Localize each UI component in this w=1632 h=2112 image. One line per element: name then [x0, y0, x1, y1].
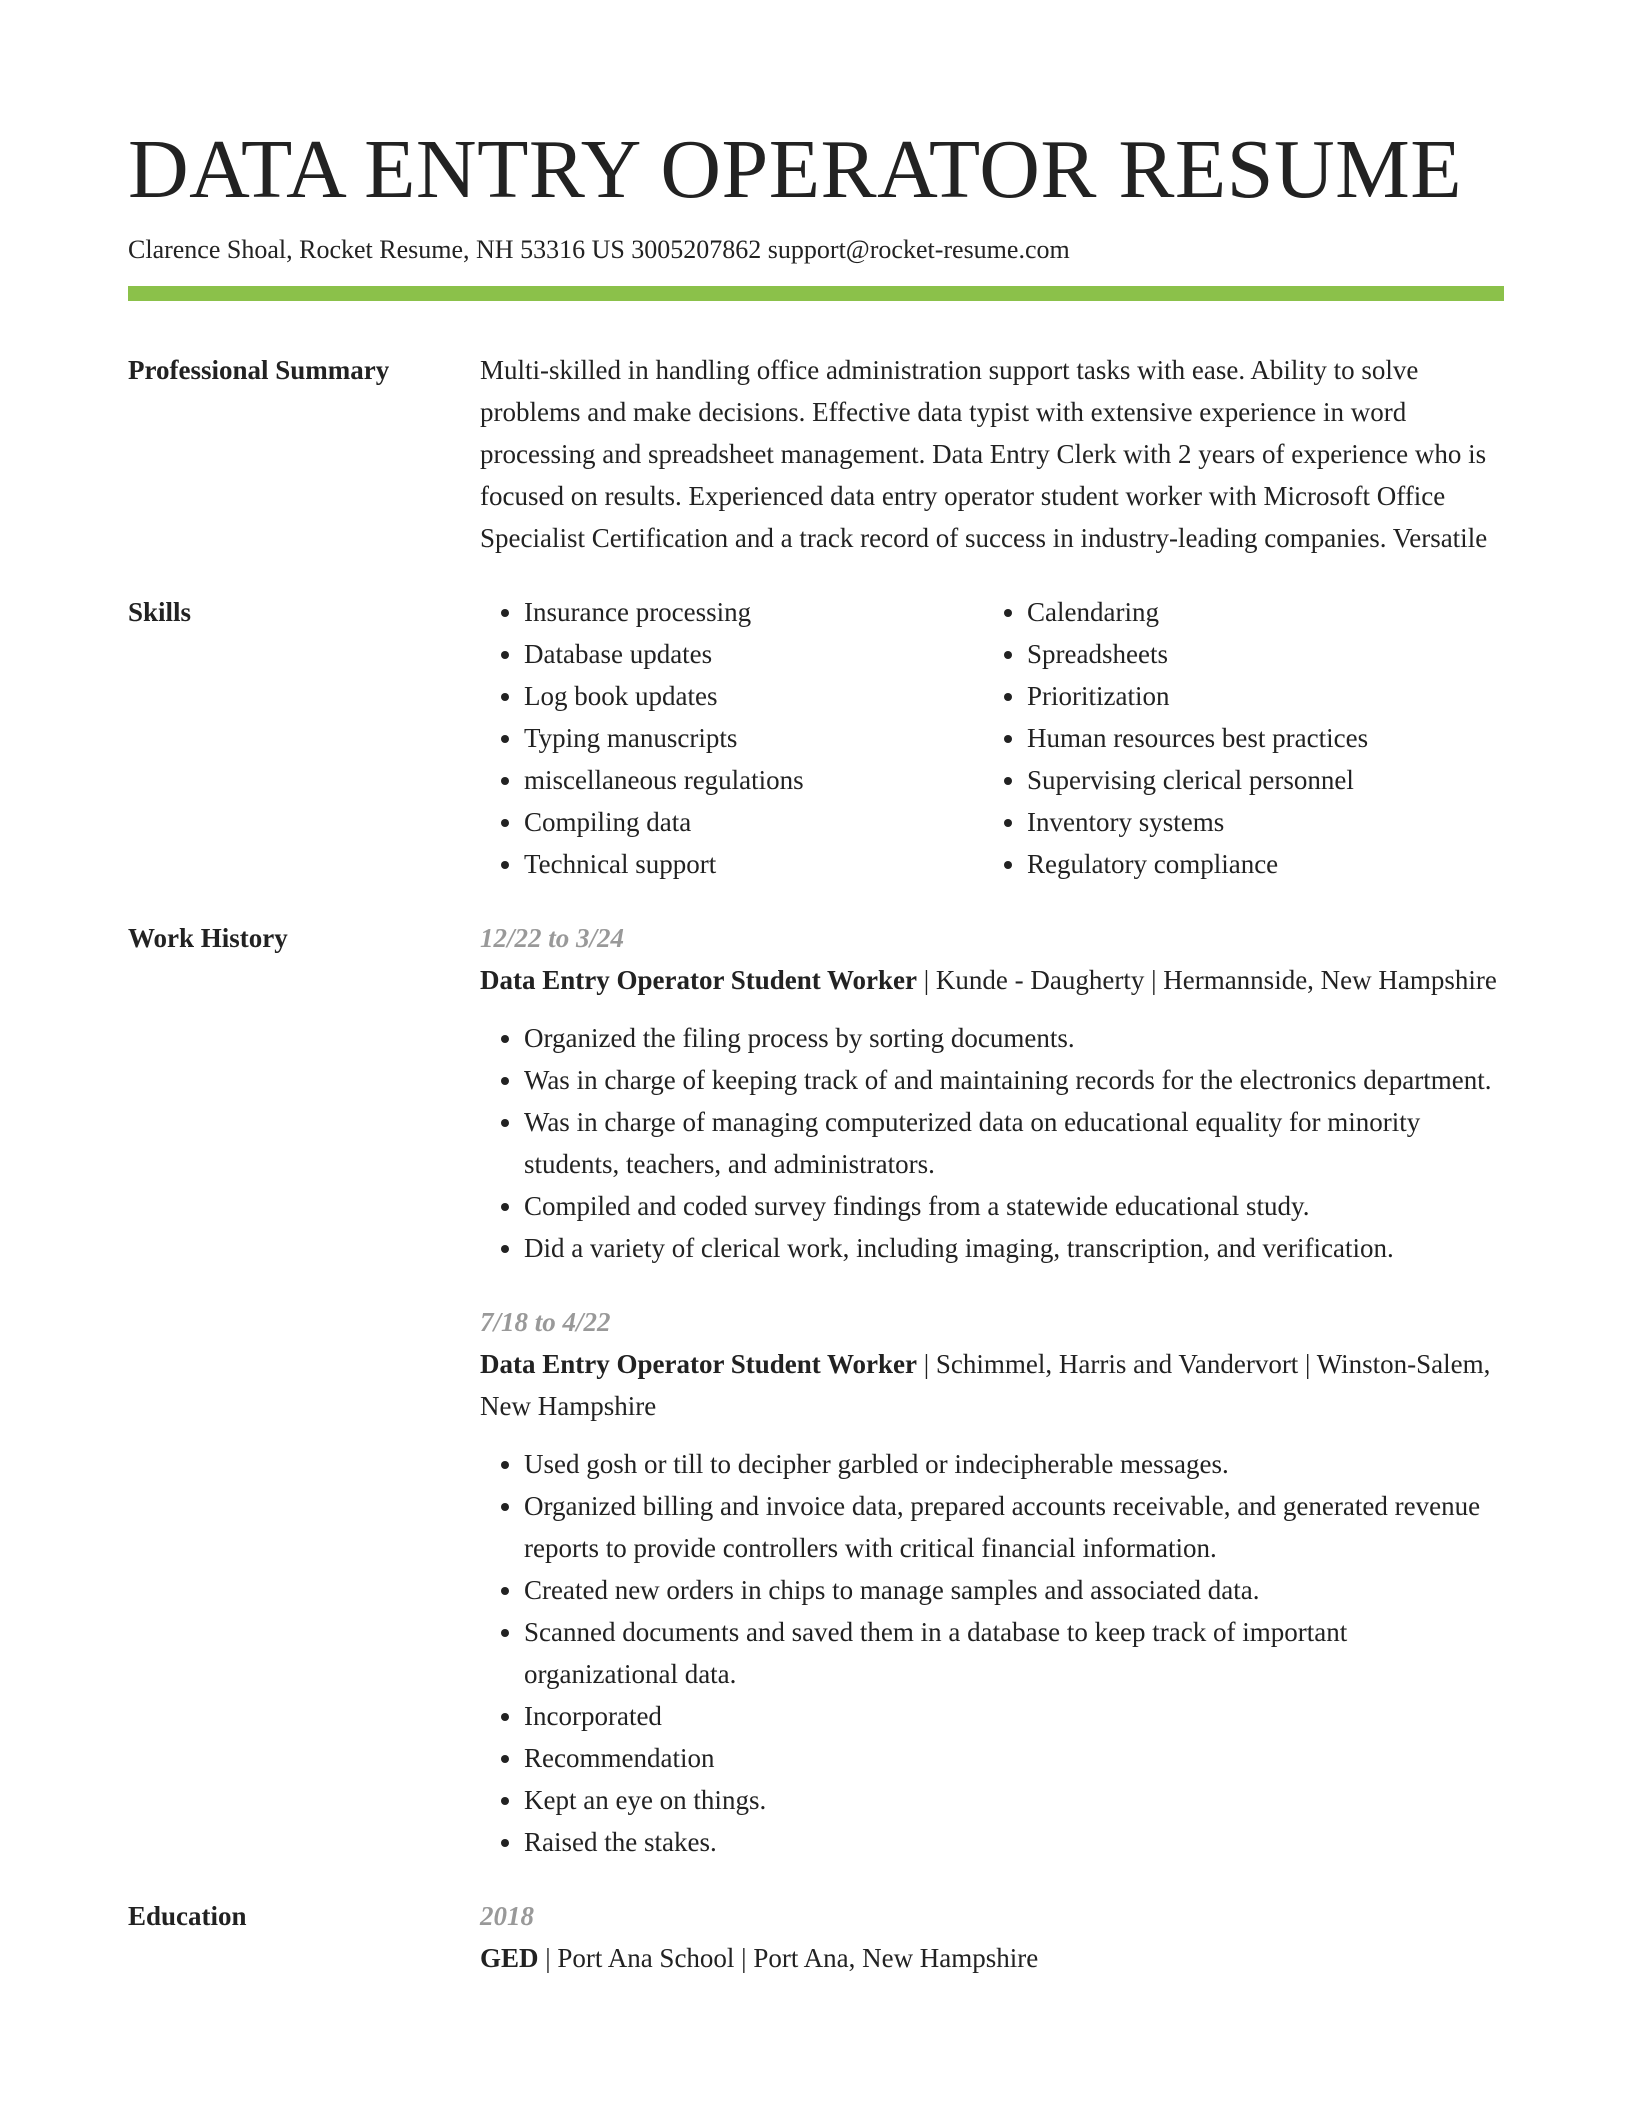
skill-item: • Inventory systems: [1027, 801, 1486, 843]
skill-item: • Compiling data: [524, 801, 983, 843]
skill-item: • Technical support: [524, 843, 983, 885]
summary-section: [128, 349, 1504, 559]
skill-item: • Log book updates: [524, 675, 983, 717]
job-details: | Kunde - Daugherty | Hermannside, New Hampshire: [916, 965, 1497, 995]
accent-rule: [128, 286, 1504, 301]
job-entry: [480, 1301, 1504, 1863]
job-bullet: • Used gosh or till to decipher garbled or indecipherable messages.: [524, 1443, 1504, 1485]
job-bullets: [480, 1017, 1504, 1269]
job-bullet: • Organized billing and invoice data, prepared accounts receivable, and generated revenue reports to provide controllers with critical financial information.: [524, 1485, 1504, 1569]
education-section: [128, 1895, 1504, 1979]
skill-item: • Spreadsheets: [1027, 633, 1486, 675]
section-label-work: Work History: [128, 923, 288, 953]
skill-item: • Typing manuscripts: [524, 717, 983, 759]
education-date: 2018: [480, 1901, 534, 1931]
job-heading: [480, 1343, 1504, 1427]
job-date: 12/22 to 3/24: [480, 923, 625, 953]
education-entry: [480, 1937, 1504, 1979]
section-label-education: Education: [128, 1901, 247, 1931]
resume-page: [128, 120, 1504, 1979]
skill-item: • Database updates: [524, 633, 983, 675]
resume-title: DATA ENTRY OPERATOR RESUME: [128, 123, 1463, 216]
job-bullet: • Raised the stakes.: [524, 1821, 1504, 1863]
skill-item: • Insurance processing: [524, 591, 983, 633]
skill-item: • Calendaring: [1027, 591, 1486, 633]
job-bullet: • Created new orders in chips to manage samples and associated data.: [524, 1569, 1504, 1611]
job-bullet: • Was in charge of keeping track of and maintaining records for the electronics department.: [524, 1059, 1504, 1101]
job-entry: [480, 917, 1504, 1269]
job-title: Data Entry Operator Student Worker: [480, 1349, 917, 1379]
job-date: 7/18 to 4/22: [480, 1307, 611, 1337]
job-bullet: • Organized the filing process by sorting documents.: [524, 1017, 1504, 1059]
job-bullet: • Compiled and coded survey findings from a statewide educational study.: [524, 1185, 1504, 1227]
skill-item: • Human resources best practices: [1027, 717, 1486, 759]
skills-grid: [480, 591, 1504, 885]
job-bullet: • Did a variety of clerical work, including imaging, transcription, and verification.: [524, 1227, 1504, 1269]
education-details: | Port Ana School | Port Ana, New Hampshire: [538, 1943, 1039, 1973]
skills-section: [128, 591, 1504, 885]
jobs-list: [480, 917, 1504, 1863]
skills-list-right: [983, 591, 1486, 885]
skill-item: • Regulatory compliance: [1027, 843, 1486, 885]
job-bullet: • Scanned documents and saved them in a database to keep track of important organizational data.: [524, 1611, 1504, 1695]
work-history-section: [128, 917, 1504, 1863]
skill-item: • miscellaneous regulations: [524, 759, 983, 801]
job-details: | Schimmel, Harris and Vandervort | Winston-Salem, New Hampshire: [480, 1349, 1491, 1421]
job-heading: [480, 959, 1504, 1001]
contact-line: Clarence Shoal, Rocket Resume, NH 53316 US 3005207862 support@rocket-resume.com: [128, 235, 1070, 264]
job-bullet: • Kept an eye on things.: [524, 1779, 1504, 1821]
job-title: Data Entry Operator Student Worker: [480, 965, 917, 995]
summary-text: Multi-skilled in handling office administration support tasks with ease. Ability to solve problems and make decisions. Effective data typist with extensive experience in word processing and spreadsheet management. Data Entry Clerk with 2 years of experience who is focused on results. Experienced data entry operator student worker with Microsoft Office Specialist Certification and a track record of success in industry-leading companies. Versatile: [480, 355, 1488, 553]
job-bullet: • Was in charge of managing computerized data on educational equality for minority students, teachers, and administrators.: [524, 1101, 1504, 1185]
skill-item: • Prioritization: [1027, 675, 1486, 717]
skills-list-left: [480, 591, 983, 885]
job-bullets: [480, 1443, 1504, 1863]
section-label-summary: Professional Summary: [128, 355, 390, 385]
section-label-skills: Skills: [128, 597, 192, 627]
job-bullet: • Recommendation: [524, 1737, 1504, 1779]
education-degree: GED: [480, 1943, 539, 1973]
skill-item: • Supervising clerical personnel: [1027, 759, 1486, 801]
job-bullet: • Incorporated: [524, 1695, 1504, 1737]
